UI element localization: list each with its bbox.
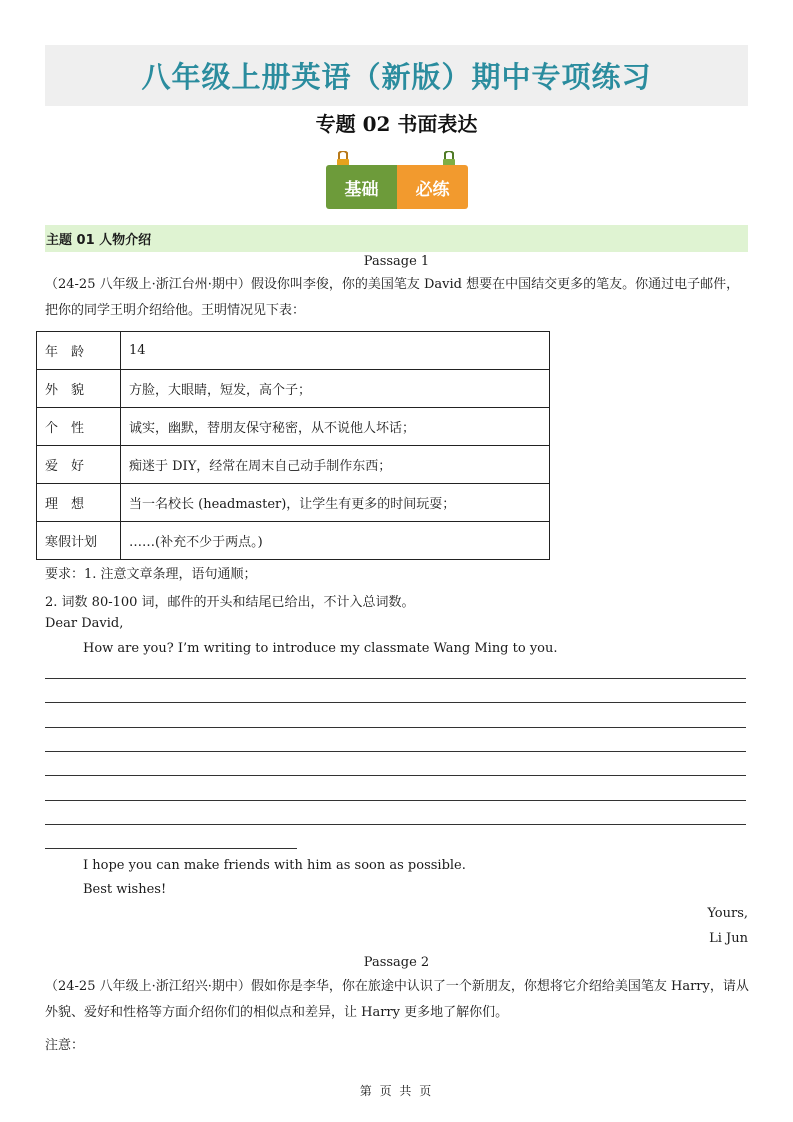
table-value: ……(补充不少于两点。)	[121, 522, 550, 560]
basic-practice-badge	[326, 151, 468, 211]
table-key: 爱 好	[37, 446, 121, 484]
table-value: 当一名校长 (headmaster)，让学生有更多的时间玩耍；	[121, 484, 550, 522]
table-row	[37, 408, 550, 446]
writing-line[interactable]	[45, 775, 746, 776]
table-value: 方脸，大眼睛，短发，高个子；	[121, 370, 550, 408]
letter-closing-1: I hope you can make friends with him as soon as possible.	[83, 858, 466, 873]
table-value: 痴迷于 DIY，经常在周末自己动手制作东西；	[121, 446, 550, 484]
table-row	[37, 446, 550, 484]
table-key: 理 想	[37, 484, 121, 522]
writing-line[interactable]	[45, 702, 746, 703]
passage2-prompt: （24-25 八年级上·浙江绍兴·期中）假如你是李华，你在旅途中认识了一个新朋友，你想将它介绍给美国笔友 Harry，请从外貌、爱好和性格等方面介绍你们的相似点和差异，让 Harry 更多地了解你们。	[45, 979, 749, 1020]
passage2-title: Passage 2	[363, 955, 430, 970]
writing-line[interactable]	[45, 824, 746, 825]
table-row	[37, 484, 550, 522]
requirement-1: 要求：1. 注意文章条理，语句通顺；	[45, 567, 257, 582]
table-row	[37, 332, 550, 370]
title-banner	[45, 45, 748, 106]
writing-line[interactable]	[45, 727, 746, 728]
table-row	[37, 522, 550, 560]
letter-opening: How are you? I’m writing to introduce my classmate Wang Ming to you.	[83, 641, 558, 656]
letter-signature: Li Jun	[709, 931, 748, 946]
badge-left: 基础	[326, 165, 397, 209]
table-value: 诚实，幽默，替朋友保守秘密，从不说他人坏话；	[121, 408, 550, 446]
table-key: 年 龄	[37, 332, 121, 370]
letter-closing-2: Best wishes!	[83, 882, 167, 897]
writing-line[interactable]	[45, 848, 297, 849]
table-key: 寒假计划	[37, 522, 121, 560]
letter-signoff: Yours,	[707, 906, 748, 921]
page-footer: 第 页 共 页	[359, 1084, 434, 1098]
topic-label: 主题 01 人物介绍	[46, 233, 152, 248]
topic-bar	[45, 225, 748, 252]
writing-line[interactable]	[45, 800, 746, 801]
table-key: 外 貌	[37, 370, 121, 408]
writing-line[interactable]	[45, 678, 746, 679]
table-value: 14	[121, 332, 550, 370]
banner-title: 八年级上册英语（新版）期中专项练习	[141, 60, 652, 94]
letter-greeting: Dear David,	[45, 616, 124, 631]
section-subtitle: 专题 02 书面表达	[315, 112, 478, 136]
passage2-note: 注意：	[45, 1038, 85, 1053]
passage1-prompt: （24-25 八年级上·浙江台州·期中）假设你叫李俊，你的美国笔友 David 想要在中国结交更多的笔友。你通过电子邮件，把你的同学王明介绍给他。王明情况见下表：	[45, 277, 740, 318]
student-info-table	[36, 331, 550, 560]
table-row	[37, 370, 550, 408]
table-key: 个 性	[37, 408, 121, 446]
writing-line[interactable]	[45, 751, 746, 752]
requirement-2: 2. 词数 80-100 词，邮件的开头和结尾已给出，不计入总词数。	[45, 595, 415, 610]
passage1-title: Passage 1	[363, 254, 430, 269]
badge-right: 必练	[397, 165, 468, 209]
